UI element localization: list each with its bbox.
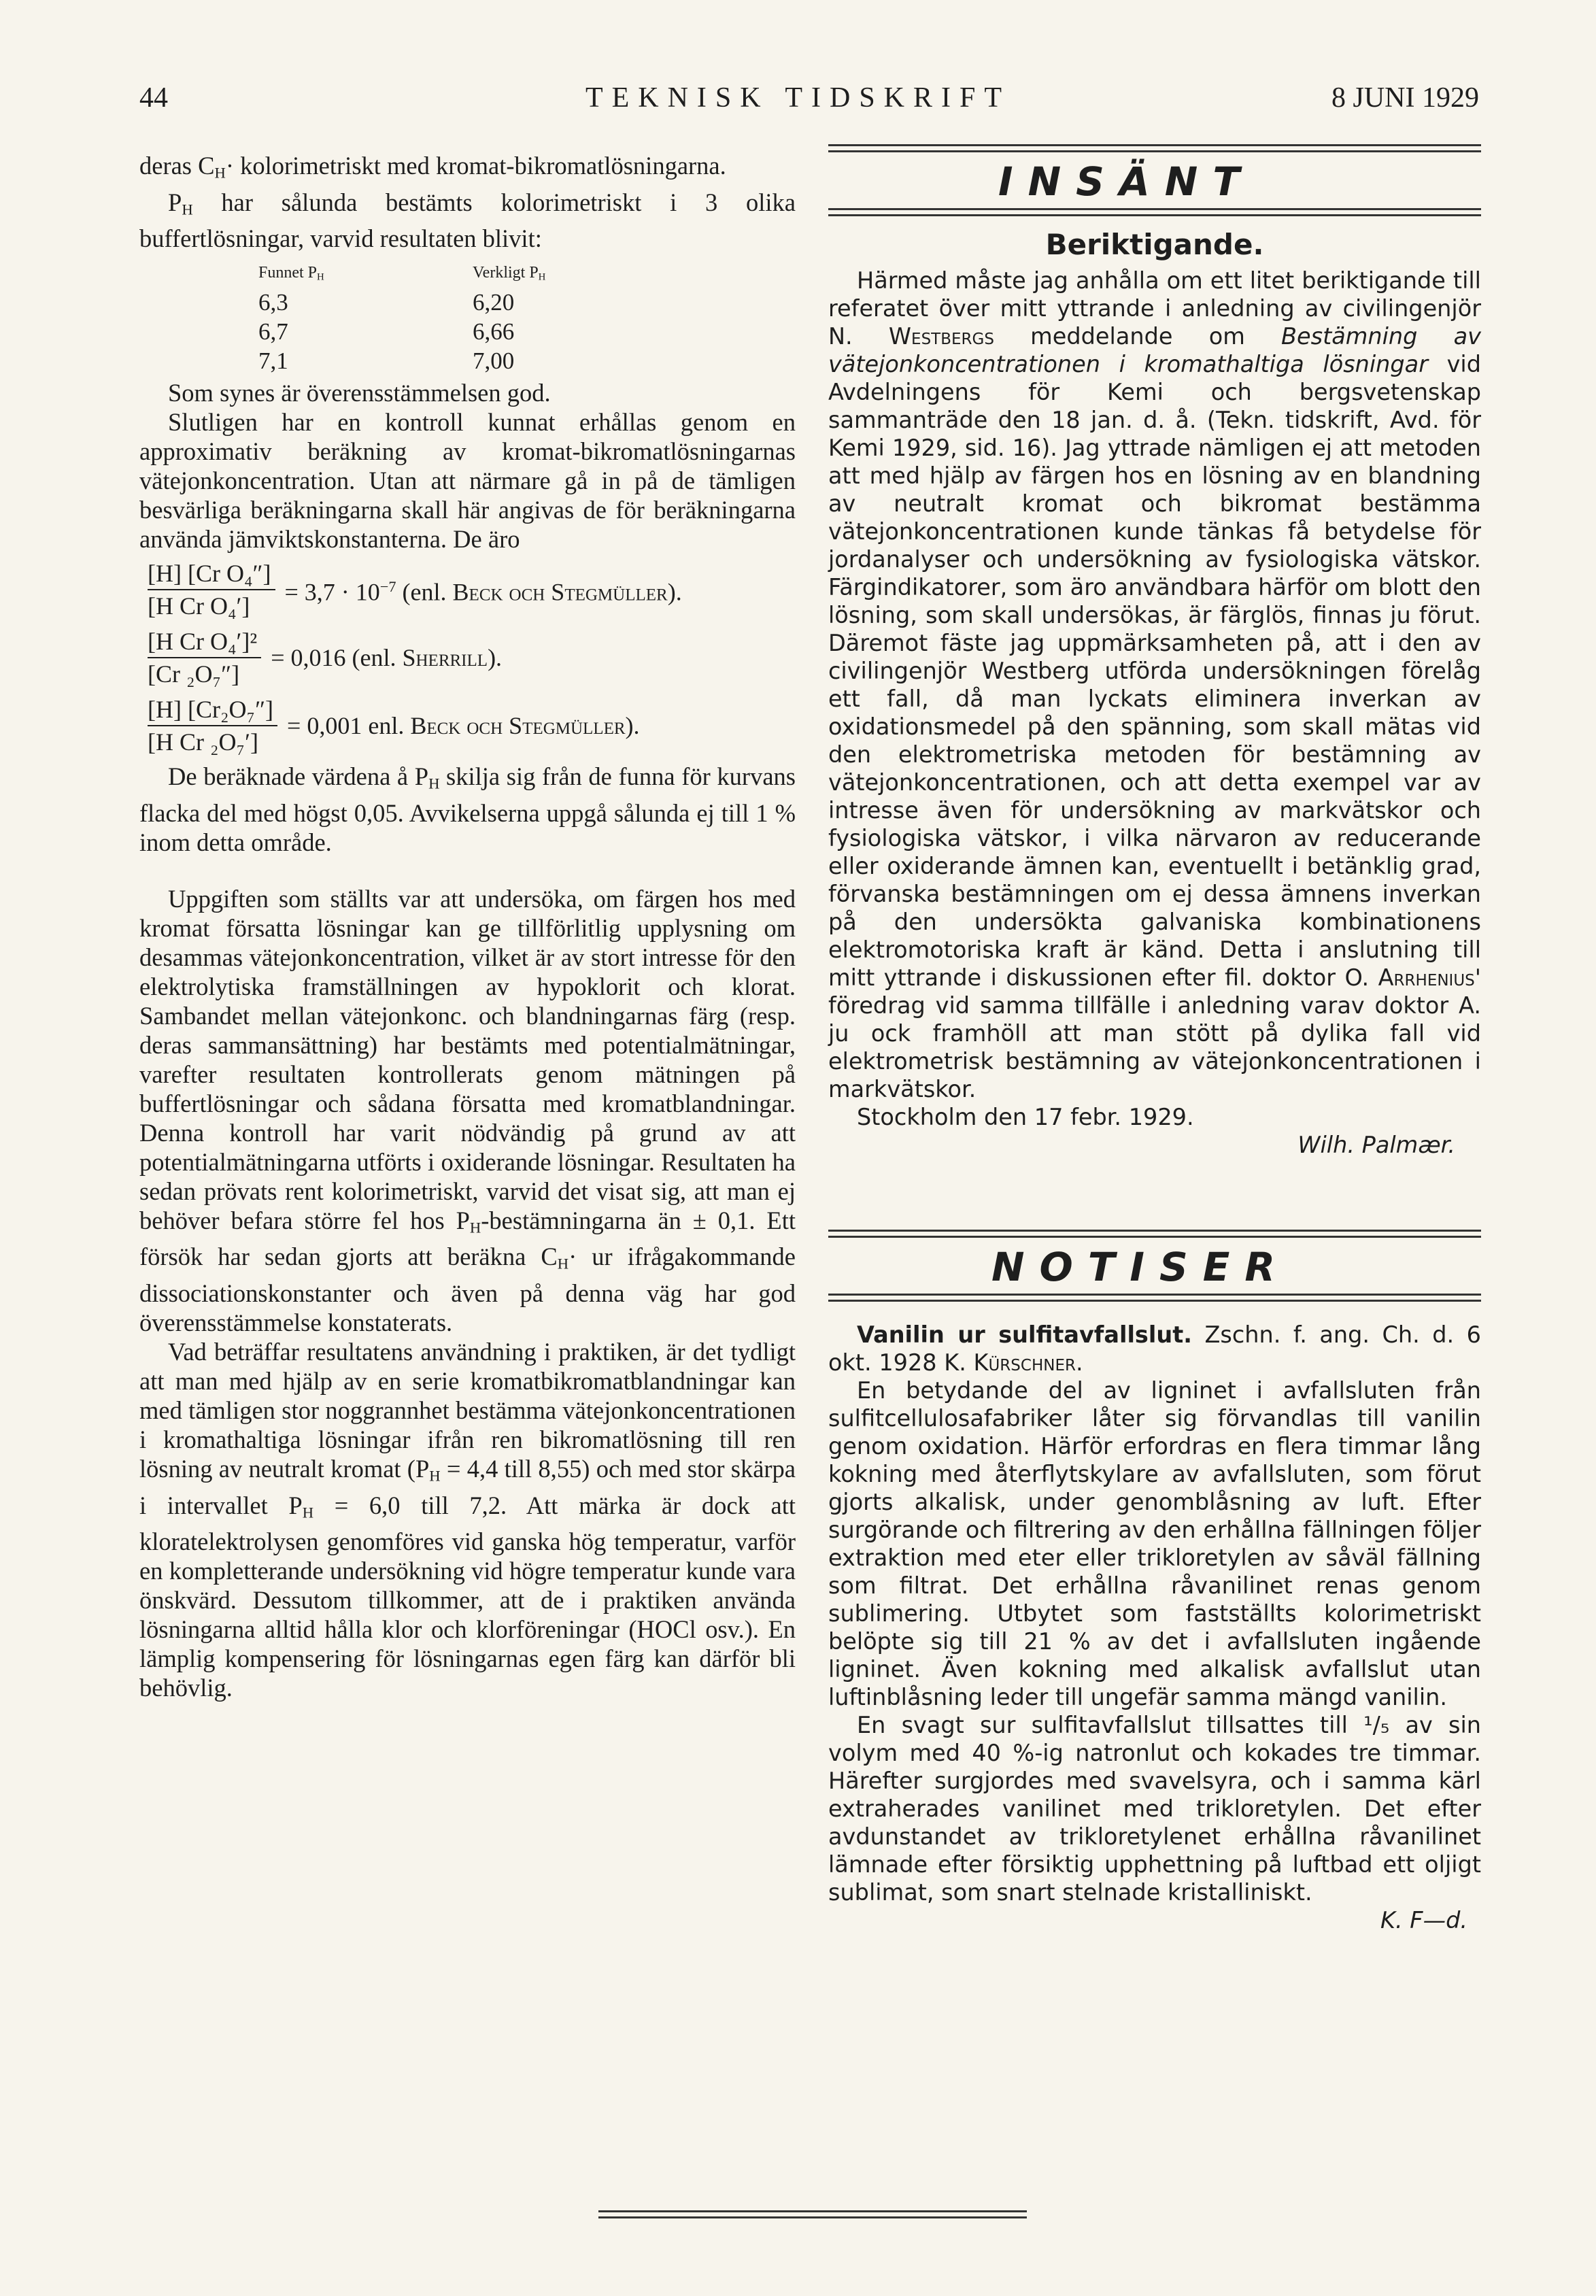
notis-paragraph: En svagt sur sulfitavfallslut tillsattes till ¹/₅ av sin volym med 40 %-ig natronlut och kokades tre timmar. Härefter surgjordes med svavelsyra, och i samma kärl extraherades vanilinet med trikloretylen. Det efter avdunstandet av trikloretylenet erhållna råvanilinet lämnade efter försiktig upphettning på luftbad ett oljigt sublimat, som snart stelnade kristalliniskt.	[828, 1712, 1481, 1906]
table-row	[139, 317, 796, 346]
paragraph: $P_H$ har sålunda bestämts kolorimetriskt i 3 olika buffertlösningar, varvid resultaten blivit:	[139, 188, 796, 253]
col-actual-header: Verkligt $P_H$	[473, 264, 546, 284]
paragraph: deras $C_H\cdot$ kolorimetriskt med kromat-bikromatlösningarna.	[139, 152, 726, 182]
paragraph: Vad beträffar resultatens användning i praktiken, är det tydligt att man med hjälp av en serie kromatbikromatblandningar kan med tämligen stor noggrannhet bestämma vätejonkoncentrationen i kromathaltiga lösningar ifrån ren bikromatlösning till ren lösning av neutralt kromat ($P_H = 4,4$ till 8,55) och med stor skärpa i intervallet $P_H = 6,0$ till 7,2. Att märka är dock att kloratelektrolysen genomföres vid ganska hög temperatur, varför en kompletterande undersökning vid högre temperatur kunde vara önskvärd. Dessutom tillkommer, att de i praktiken använda lösningarna alltid hålla klor och klorföreningar (HOCl osv.). En lämplig kompensering för lösningarnas egen färg kan därför bli behövlig.	[139, 1338, 796, 1702]
insant-signature: Wilh. Palmær.	[1297, 1132, 1455, 1158]
cell-found: 6,3	[258, 289, 288, 316]
cell-actual: 7,00	[473, 348, 515, 375]
notis-heading: Vanilin ur sulfitavfallslut. Zschn. f. ang. Ch. d. 6 okt. 1928 K. Kürschner.	[828, 1321, 1481, 1376]
equation-1: $\frac{\text{[H] [Cr O₄″]}}{\text{[H Cr O₄′]}}$ = $3,7 \cdot 10^{-7}$ (enl. Beck och Stegmüller).	[148, 558, 796, 622]
journal-title: TEKNISK TIDSKRIFT	[585, 82, 1011, 114]
insant-text: Härmed måste jag anhålla om ett litet beriktigande till referatet över mitt yttrande i anledning av civilingenjör N. Westbergs meddelande om Bestämning av vätejonkoncentrationen i kromathaltiga lösningar vid Avdelningens för Kemi och bergsvetenskap sammanträde den 18 jan. d. å. (Tekn. tidskrift, Avd. för Kemi 1929, sid. 16). Jag yttrade nämligen ej att metoden att med hjälp av färgen hos en lösning av en blandning av neutralt kromat och bikromat bestämma vätejonkoncentrationen kunde tänkas få betydelse för jordanalyser och undersökning av fysiologiska vätskor. Färgindikatorer, som äro användbara härför om blott den lösning, som skall undersökas, är färglös, finnas ju förut. Däremot fäste jag uppmärksamheten på, att i den av civilingenjör Westberg utförda undersökningen förelåg ett fall, då man lyckats eliminera inverkan av oxidationsmedel på den spänning, som skall mätas vid den elektrometriska metoden för bestämning av vätejonkoncentrationen, och att detta exempel var av intresse även för undersökning av markvätskor och fysiologiska vätskor, i vilka närvaron av reducerande eller oxiderande ämnen kan, eventuellt i betänklig grad, förvanska bestämningen om ej dessa ämnens inverkan på den undersökta galvaniska kombinationens elektromotoriska kraft är känd. Detta i anslutning till mitt yttrande i diskussionen efter fil. doktor O. Arrhenius' föredrag vid samma tillfälle i anledning varav doktor A. ju ock framhöll att man stött på dylika fall vid elektrometrisk bestämning av vätejonkoncentrationen i markvätskor.	[828, 267, 1481, 1102]
page-number: 44	[139, 82, 168, 114]
insant-banner	[828, 144, 1481, 216]
paragraph: De beräknade värdena å $P_H$ skilja sig från de funna för kurvans flacka del med högst 0,05. Avvikelserna uppgå sålunda ej till 1 % inom detta område.	[139, 762, 796, 856]
notiser-title: NOTISER	[991, 1244, 1291, 1290]
table-row	[139, 346, 796, 375]
right-column	[828, 144, 1481, 1934]
left-column	[139, 151, 796, 1702]
end-rule	[598, 2210, 1027, 2218]
notiser-banner	[828, 1230, 1481, 1302]
notis-paragraph: En betydande del av ligninet i avfallsluten från sulfitcellulosafabriker låter sig förvandlas till vanilin genom oxidation. Härför erfordras en flera timmar lång kokning med återflytskylare av avfallsluten, som förut gjorts alkalisk, under genomblåsning av luft. Efter surgörande och filtrering av den erhållna fällningen följer extraktion med eter eller trikloretylen av såväl fällning som filtrat. Det erhållna råvanilinet renas genom sublimering. Utbytet som fastställts kolorimetriskt belöpte sig till 21 % av det i avfallsluten ingående ligninet. Även kokning med alkalisk avfallslut utan luftinblåsning leder till ungefär samma mängd vanilin.	[828, 1377, 1481, 1710]
cell-actual: 6,66	[473, 318, 515, 345]
insant-place: Stockholm den 17 febr. 1929.	[857, 1104, 1194, 1130]
paragraph: Som synes är överensstämmelsen god.	[168, 379, 551, 407]
table-row	[139, 288, 796, 317]
ph-table	[139, 263, 796, 375]
cell-found: 6,7	[258, 318, 288, 345]
paragraph: Uppgiften som ställts var att undersöka, om färgen hos med kromat försatta lösningar kan ge tillförlitlig upplysning om desammas vätejonkoncentration, vilket är av stort intresse för den elektrolytiska framställningen av hypoklorit och klorat. Sambandet mellan vätejonkonc. och blandningarnas färg (resp. deras sammansättning) har bestämts med potentialmätningar, varefter resultaten kontrollerats genom mätningen på buffertlösningar och sådana försatta med kromatblandningar. Denna kontroll har varit nödvändig på grund av att potentialmätningarna utförts i oxiderande lösningar. Resultaten ha sedan prövats rent kolorimetriskt, varvid det visat sig, att man ej behöver befara större fel hos $P_H$-bestämningarna än ± 0,1. Ett försök har sedan gjorts att beräkna $C_H\cdot$ ur ifrågakommande dissociationskonstanter och även på denna väg har god överensstämmelse konstaterats.	[139, 884, 796, 1336]
insant-heading: Beriktigande.	[1045, 228, 1264, 261]
insant-title: INSÄNT	[998, 158, 1255, 205]
issue-date: 8 JUNI 1929	[1331, 82, 1479, 114]
table-header	[139, 263, 796, 288]
paragraph: Slutligen har en kontroll kunnat erhållas genom en approximativ beräkning av kromat-bikromatlösningarnas vätejonkoncentration. Utan att närmare gå in på de tämligen besvärliga beräkningarna skall här angivas de för beräkningarna använda jämviktskonstanterna. De äro	[139, 408, 796, 554]
running-header	[0, 82, 1596, 122]
equation-3: $\frac{\text{[H] [Cr₂O₇″]}}{\text{[H Cr ₂O₇′]}}$ = 0,001 enl. Beck och Stegmüller).	[148, 694, 796, 758]
col-found-header: Funnet $P_H$	[258, 264, 324, 284]
cell-found: 7,1	[258, 348, 288, 375]
equation-2: $\frac{\text{[H Cr O₄′]²}}{\text{[Cr ₂O₇″]}}$ = 0,016 (enl. Sherrill).	[148, 626, 796, 690]
notis-signature: K. F—d.	[1380, 1907, 1467, 1934]
cell-actual: 6,20	[473, 289, 515, 316]
